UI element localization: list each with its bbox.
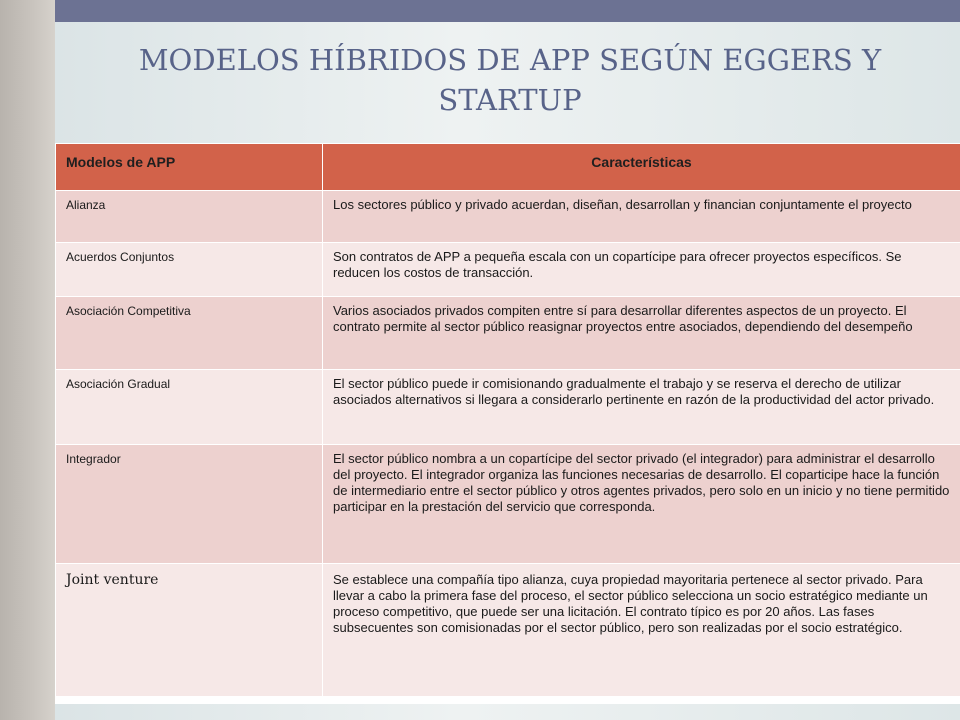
model-name: Asociación Competitiva	[56, 297, 323, 370]
table-header-row	[56, 144, 960, 191]
model-name: Asociación Gradual	[56, 370, 323, 445]
bottom-band	[55, 704, 960, 720]
left-decorative-strip	[0, 0, 55, 720]
model-description: El sector público puede ir comisionando gradualmente el trabajo y se reserva el derecho de utilizar asociados alternativos si llegara a considerarlo pertinente en razón de la productividad del actor privado.	[323, 370, 960, 445]
model-description: Varios asociados privados compiten entre sí para desarrollar diferentes aspectos de un proyecto. El contrato permite al sector público reasignar proyectos entre asociados, dependiendo del desempeño	[323, 297, 960, 370]
table-row	[56, 370, 960, 445]
table-row	[56, 445, 960, 564]
model-description: Se establece una compañía tipo alianza, cuya propiedad mayoritaria pertenece al sector privado. Para llevar a cabo la primera fase del proceso, el sector público selecciona un socio estratégico mediante un proceso competitivo, que puede ser una licitación. El contrato típico es por 20 años. Las fases subsecuentes son comisionadas por el sector público, pero son realizadas por el socio estratégico.	[323, 564, 960, 697]
table-row	[56, 243, 960, 297]
table-row	[56, 191, 960, 243]
app-models-table	[55, 143, 960, 697]
table-row	[56, 297, 960, 370]
header-models: Modelos de APP	[56, 144, 323, 191]
model-name: Acuerdos Conjuntos	[56, 243, 323, 297]
model-name: Integrador	[56, 445, 323, 564]
header-characteristics: Características	[323, 144, 960, 191]
top-accent-bar	[55, 0, 960, 22]
model-name: Alianza	[56, 191, 323, 243]
model-description: El sector público nombra a un copartícipe del sector privado (el integrador) para administrar el desarrollo del proyecto. El integrador organiza las funciones necesarias de desarrollo. El coparticipe hace la función de intermediario entre el sector público y otros agentes privados, pero solo en un inicio y no tiene permitido participar en la prestación del servicio que corresponda.	[323, 445, 960, 564]
slide-title: MODELOS HÍBRIDOS DE APP SEGÚN EGGERS Y STARTUP	[138, 43, 882, 117]
model-name: Joint venture	[56, 564, 323, 697]
model-description: Los sectores público y privado acuerdan, diseñan, desarrollan y financian conjuntamente el proyecto	[323, 191, 960, 243]
model-description: Son contratos de APP a pequeña escala con un copartícipe para ofrecer proyectos específicos. Se reducen los costos de transacción.	[323, 243, 960, 297]
table-row	[56, 564, 960, 697]
